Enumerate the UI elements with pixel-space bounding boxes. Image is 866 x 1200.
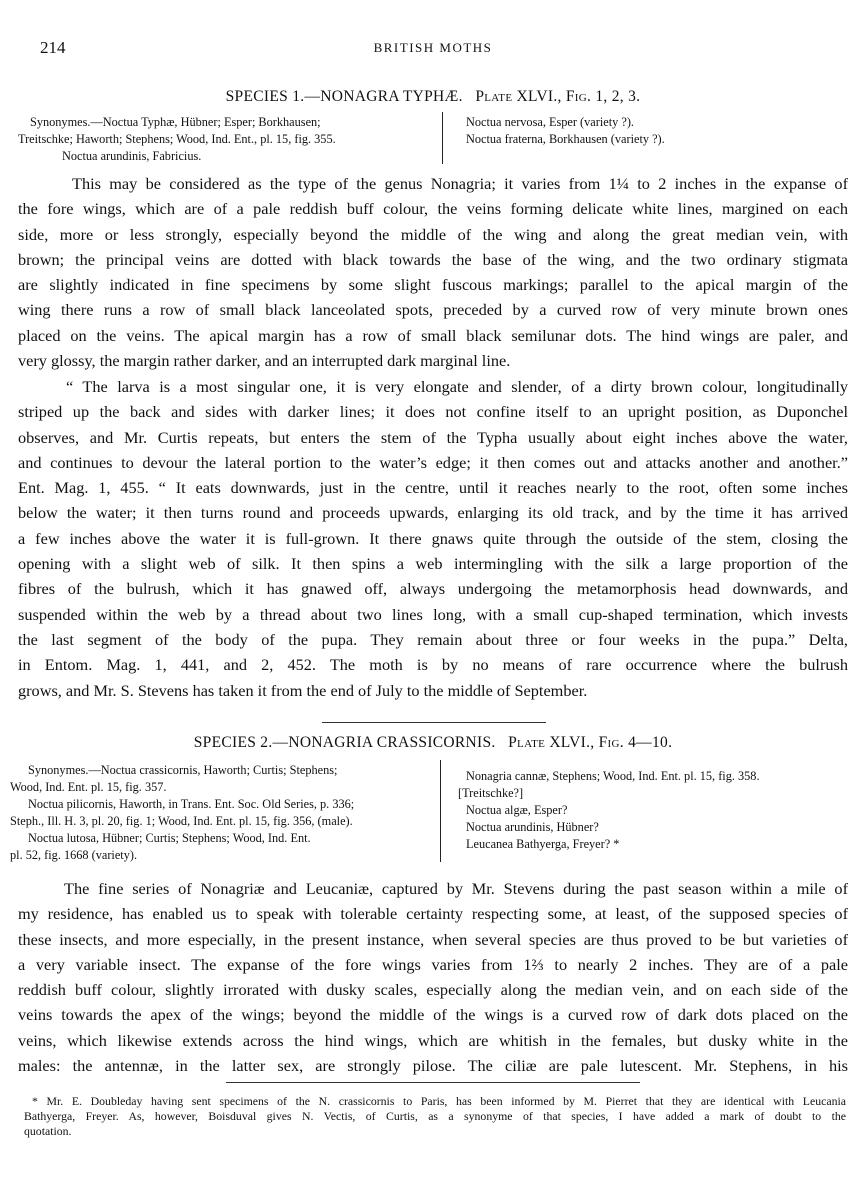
synonym-line: [Treitschke?] (458, 786, 524, 800)
synonym-divider (442, 112, 443, 164)
text-line: suspended within the web by a thread about two lines long, with a small cup-shaped termination, which invests (18, 604, 848, 624)
text-line: “ The larva is a most singular one, it is very elongate and slender, of a dirty brown colour, longitudinally (66, 377, 848, 396)
synonym-line: Noctua pilicornis, Haworth, in Trans. Ent. Soc. Old Series, p. 336; (28, 797, 355, 811)
text-line: males: the antennæ, in the latter sex, are strongly pilose. The ciliæ are pale lutescent. Mr. Stephens, in his (18, 1056, 848, 1076)
species-2-title: SPECIES 2.—NONAGRIA CRASSICORNIS. (193, 734, 496, 751)
text-line: Ent. Mag. 1, 455. “ It eats downwards, just in the centre, until it reaches nearly to the root, often some inches (18, 478, 848, 498)
species-2-synonyms-left (10, 762, 430, 864)
text-line: my residence, has enabled us to speak with tolerable certainty respecting some, at least, of the supposed species of (18, 904, 848, 924)
page-number: 214 (40, 38, 66, 57)
species-1-heading (0, 88, 866, 106)
synonym-line: Nonagria cannæ, Stephens; Wood, Ind. Ent. pl. 15, fig. 358. (466, 769, 760, 783)
species-2-description (18, 876, 848, 1078)
text-line: very glossy, the margin rather darker, and an interrupted dark marginal line. (18, 351, 511, 371)
text-line: and continues to devour the lateral portion to the water’s edge; it then comes out and attacks another and another.” (18, 452, 848, 472)
synonym-line: Synonymes.—Noctua Typhæ, Hübner; Esper; Borkhausen; (30, 115, 321, 129)
text-line: fibres of the bulrush, which it has gnawed off, always undergoing the metamorphosis head downwards, and (18, 579, 848, 599)
footnote (24, 1094, 846, 1139)
synonym-line: Noctua fraterna, Borkhausen (variety ?). (466, 132, 665, 146)
synonym-line: Noctua arundinis, Fabricius. (62, 149, 202, 163)
text-line: side, more or less strongly, especially beyond the middle of the wing and along the great median vein, with (18, 224, 848, 244)
species-1-synonyms-left (18, 114, 432, 165)
species-2-plate: Plate XLVI., Fig. 4—10. (508, 734, 673, 751)
synonym-line: Noctua nervosa, Esper (variety ?). (466, 115, 634, 129)
text-line: observes, and Mr. Curtis repeats, but enters the stem of the Typha usually about eight inches above the water, (18, 427, 848, 447)
running-title: BRITISH MOTHS (373, 40, 493, 55)
synonym-line: Synonymes.—Noctua crassicornis, Haworth; Curtis; Stephens; (28, 763, 338, 777)
text-line: a very variable insect. The expanse of the fore wings varies from 1⅔ to nearly 2 inches. They are of a pale (18, 954, 848, 974)
text-line: the last segment of the body of the pupa. They remain about three or four weeks in the pupa.” Delta, (18, 629, 848, 649)
footnote-line: quotation. (24, 1124, 72, 1138)
species-1-description (18, 171, 848, 373)
text-line: The fine series of Nonagriæ and Leucaniæ, captured by Mr. Stevens during the past season within a mile of (64, 879, 848, 898)
footnote-line: Bathyerga, Freyer. As, however, Boisduval gives N. Vectis, of Curtis, as a synonyme of that species, I have added a mark of doubt to the (24, 1109, 846, 1123)
text-line: veins towards the apex of the wings; beyond the middle of the wings is a curved row of dark dots placed on the (18, 1005, 848, 1025)
synonym-line: Noctua lutosa, Hübner; Curtis; Stephens; Wood, Ind. Ent. (28, 831, 311, 845)
text-line: opening with a slight web of silk. It then spins a web intermingling with the silk a large proportion of the (18, 554, 848, 574)
text-line: below the water; it then turns round and proceeds upwards, enlarging its old track, and by the time it has arrived (18, 503, 848, 523)
species-1-larva-paragraph (18, 374, 848, 703)
section-divider (322, 722, 546, 723)
text-line: placed on the veins. The apical margin has a row of small black semilunar dots. The hind wings are paler, and (18, 325, 848, 345)
text-line: veins, which likewise extends across the hind wings, which are whitish in the females, but dusky white in the (18, 1030, 848, 1050)
synonym-line: pl. 52, fig. 1668 (variety). (10, 848, 138, 862)
synonym-divider (440, 760, 441, 862)
text-line: in Entom. Mag. 1, 441, and 2, 452. The moth is by no means of rare occurrence where the bulrush (18, 655, 848, 675)
species-1-title: SPECIES 1.—NONAGRA TYPHÆ. (225, 88, 463, 105)
text-line: a few inches above the water it is full-grown. It there gnaws quite through the outside of the stem, closing the (18, 528, 848, 548)
footnote-line: * Mr. E. Doubleday having sent specimens of the N. crassicornis to Paris, has been informed by M. Pierret that they are identical with Leucania (32, 1094, 846, 1108)
species-1-plate: Plate XLVI., Fig. 1, 2, 3. (475, 88, 641, 105)
synonym-line: Treitschke; Haworth; Stephens; Wood, Ind. Ent., pl. 15, fig. 355. (18, 132, 336, 146)
synonym-line: Noctua arundinis, Hübner? (466, 820, 599, 834)
text-line: these insects, and more especially, in the present instance, when several species are thus proved to be but varieties of (18, 929, 848, 949)
footnote-divider (226, 1082, 640, 1083)
species-1-synonyms-right (466, 114, 856, 148)
text-line: This may be considered as the type of the genus Nonagria; it varies from 1¼ to 2 inches in the expanse of (72, 174, 848, 193)
text-line: the fore wings, which are of a pale reddish buff colour, the veins forming delicate white lines, margined on each (18, 199, 848, 219)
species-2-synonyms-right (458, 768, 858, 853)
text-line: are slightly indicated in fine specimens by some slight fuscous markings; parallel to the apical margin of the (18, 275, 848, 295)
species-2-heading (0, 734, 866, 752)
text-line: wing there runs a row of small black lanceolated spots, preceded by a curved row of very minute brown ones (18, 300, 848, 320)
synonym-line: Steph., Ill. H. 3, pl. 20, fig. 1; Wood, Ind. Ent. pl. 15, fig. 356, (male). (10, 814, 353, 828)
synonym-line: Leucanea Bathyerga, Freyer? * (466, 837, 620, 851)
synonym-line: Noctua algæ, Esper? (466, 803, 568, 817)
text-line: brown; the principal veins are dotted with black towards the base of the wing, and the two ordinary stigmata (18, 249, 848, 269)
synonym-line: Wood, Ind. Ent. pl. 15, fig. 357. (10, 780, 167, 794)
text-line: grows, and Mr. S. Stevens has taken it from the end of July to the middle of September. (18, 680, 588, 700)
text-line: striped up the back and sides with darker lines; it does not confine itself to an upright position, as Duponchel (18, 402, 848, 422)
text-line: reddish buff colour, slightly irrorated with dusky scales, especially along the median vein, and on each side of the (18, 980, 848, 1000)
